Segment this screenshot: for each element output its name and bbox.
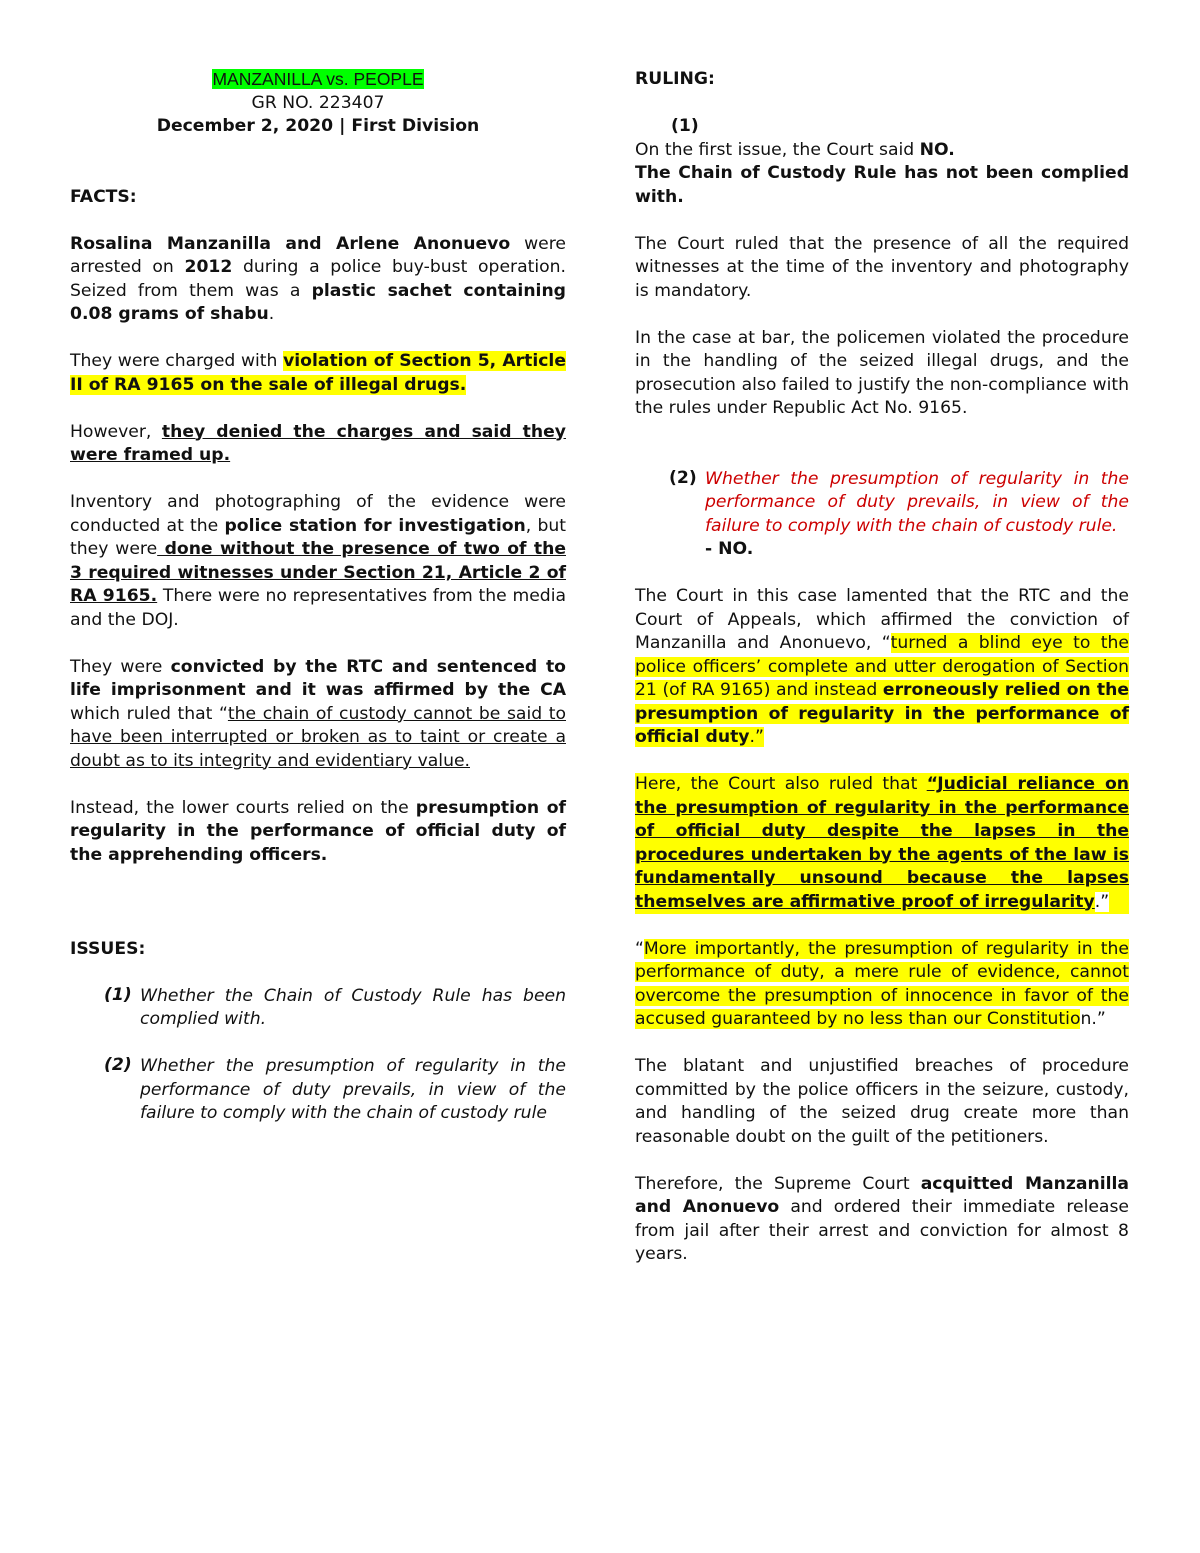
- ruling-issue-1-number: (1): [671, 116, 699, 136]
- ruling-paragraph-lamented: The Court in this case lamented that the RTC and the Court of Appeals, which affirmed the conviction of Manzanilla and Anonuevo, “turned a blind eye to the police officers’ complete and utter derogation of Section 21 (of RA 9165) and instead erroneously relied on the presumption of regularity in the performance of official duty.”: [635, 586, 1129, 747]
- issue-item-1: (1) Whether the Chain of Custody Rule has been complied with.: [104, 984, 566, 1029]
- ruling-paragraph-blatant: The blatant and unjustified breaches of procedure committed by the police officers in the seizure, custody, and handling of the seized drug create more than reasonable doubt on the guilt of the petitioners.: [635, 1056, 1129, 1147]
- ruling-issue-1-answer: On the first issue, the Court said NO.: [635, 139, 955, 160]
- facts-paragraph-5: They were convicted by the RTC and sentenced to life imprisonment and it was affirmed by the CA which ruled that “the chain of custody cannot be said to have been interrupted or broken as to taint or create a doubt as to its integrity and evidentiary value.: [70, 656, 566, 771]
- ruling-paragraph-more-importantly: “More importantly, the presumption of regularity in the performance of duty, a mere rule of evidence, cannot overcome the presumption of innocence in favor of the accused guaranteed by no less than our Constitution.”: [635, 938, 1129, 1029]
- right-column: [635, 68, 1129, 1267]
- facts-paragraph-6: Instead, the lower courts relied on the presumption of regularity in the performance of official duty of the apprehending officers.: [70, 797, 567, 865]
- ruling-paragraph-case-at-bar: In the case at bar, the policemen violated the procedure in the handling of the seized illegal drugs, and the prosecution also failed to justify the non-compliance with the rules under Republic Act No. 9165.: [635, 327, 1129, 418]
- issue-item-2: (2) Whether the presumption of regularity in the performance of duty prevails, in view of the failure to comply with the chain of custody rule: [104, 1055, 566, 1123]
- ruling-issue-1-statement: The Chain of Custody Rule has not been complied with.: [635, 163, 1129, 207]
- ruling-paragraph-therefore: Therefore, the Supreme Court acquitted Manzanilla and Anonuevo and ordered their immediate release from jail after their arrest and conviction for almost 8 years.: [635, 1173, 1129, 1264]
- spacer: [70, 139, 566, 163]
- date-division: December 2, 2020 | First Division: [156, 116, 480, 136]
- ruling-paragraph-here: Here, the Court also ruled that “Judicial reliance on the presumption of regularity in the performance of official duty despite the lapses in the procedures undertaken by the agents of the law is fundamentally unsound because the lapses themselves are affirmative proof of irregularity.”: [635, 773, 1129, 914]
- facts-paragraph-3: However, they denied the charges and said they were framed up.: [70, 421, 566, 465]
- ruling-heading: RULING:: [635, 69, 715, 89]
- facts-paragraph-2: They were charged with violation of Section 5, Article II of RA 9165 on the sale of illegal drugs.: [70, 351, 566, 395]
- ruling-paragraph-mandatory: The Court ruled that the presence of all the required witnesses at the time of the inventory and photography is mandatory.: [635, 233, 1129, 301]
- facts-paragraph-4: Inventory and photographing of the evidence were conducted at the police station for investigation, but they were done without the presence of two of the 3 required witnesses under Section 21, Article 2 of RA 9165. There were no representatives from the media and the DOJ.: [70, 492, 566, 630]
- case-title: MANZANILLA vs. PEOPLE: [212, 69, 424, 89]
- left-column: [70, 68, 566, 1126]
- facts-heading: FACTS:: [70, 186, 137, 207]
- issues-heading: ISSUES:: [70, 938, 146, 959]
- facts-paragraph-1: Rosalina Manzanilla and Arlene Anonuevo were arrested on 2012 during a police buy-bust operation. Seized from them was a plastic sachet containing 0.08 grams of shabu.: [70, 233, 566, 324]
- gr-number: GR NO. 223407: [251, 92, 385, 113]
- ruling-issue-2: (2) Whether the presumption of regularity in the performance of duty prevails, in view of the failure to comply with the chain of custody rule. - NO.: [669, 467, 1129, 559]
